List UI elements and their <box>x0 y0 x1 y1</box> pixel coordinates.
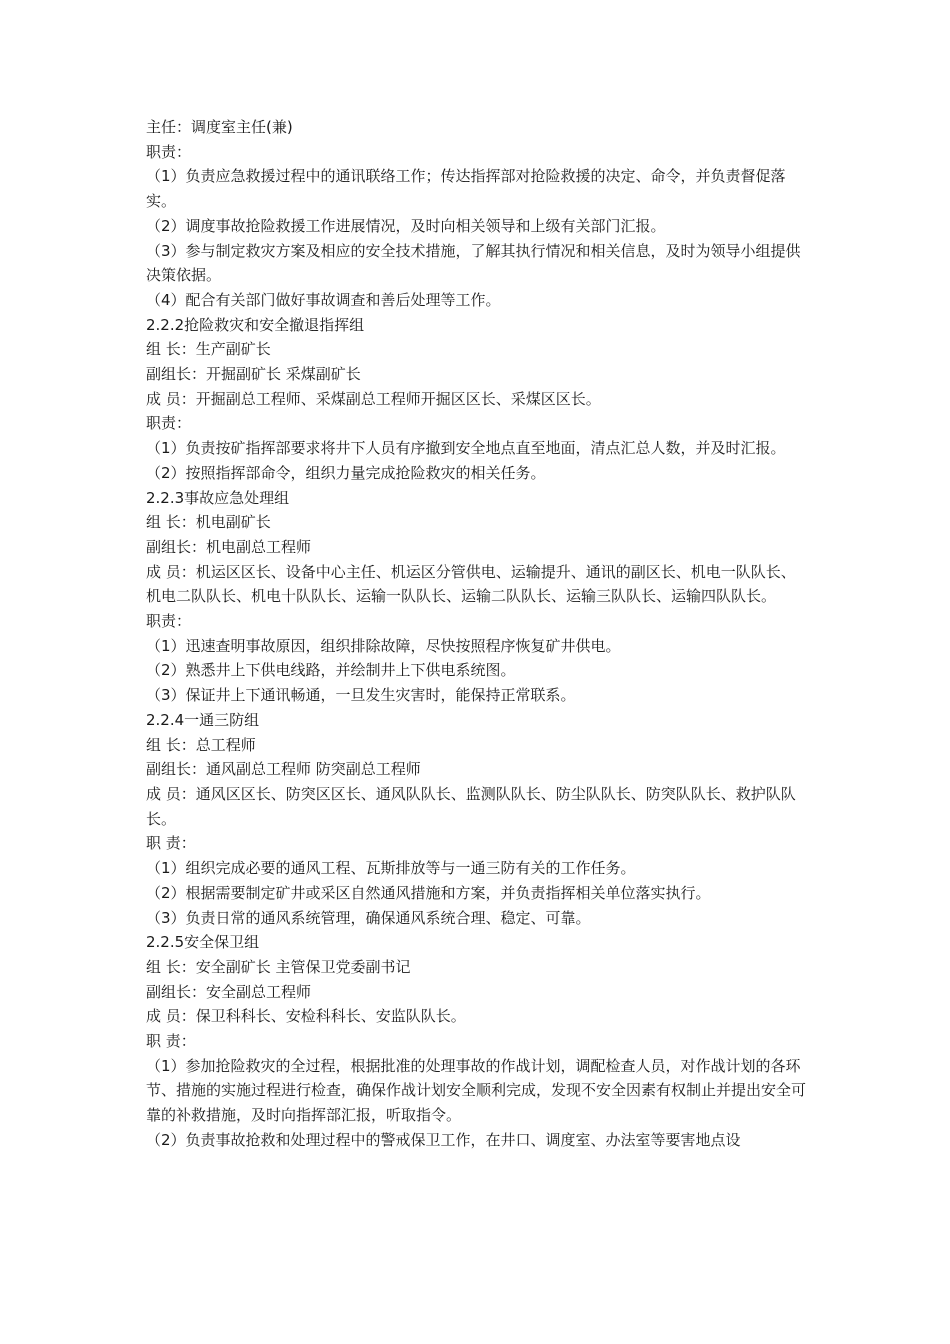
text-line: 主任：调度室主任(兼) <box>146 118 293 136</box>
text-line: 成 员：通风区区长、防突区区长、通风队队长、监测队队长、防尘队队长、防突队队长、救护队队长。 <box>146 784 796 828</box>
section-heading: 2.2.3事故应急处理组 <box>146 488 290 507</box>
text-line: 职 责： <box>146 834 196 853</box>
text-line: （2）负责事故抢救和处理过程中的警戒保卫工作，在井口、调度室、办法室等要害地点设 <box>146 1130 741 1149</box>
text-line: 职责： <box>146 414 192 433</box>
text-line: 副组长：开掘副矿长 采煤副矿长 <box>146 365 361 384</box>
section-heading: 2.2.5安全保卫组 <box>146 933 260 952</box>
text-line: （1）参加抢险救灾的全过程，根据批准的处理事故的作战计划，调配检查人员，对作战计划的各环节、措施的实施过程进行检查，确保作战计划安全顺利完成，发现不安全因素有权制止并提出安全可靠的补救措施，及时向指挥部汇报，听取指令。 <box>146 1056 807 1125</box>
text-line: （3）参与制定救灾方案及相应的安全技术措施，了解其执行情况和相关信息，及时为领导小组提供决策依据。 <box>146 241 801 285</box>
text-line: （1）负责按矿指挥部要求将井下人员有序撤到安全地点直至地面，清点汇总人数，并及时汇报。 <box>146 439 786 458</box>
text-line: 组 长：机电副矿长 <box>146 513 271 532</box>
text-line: （4）配合有关部门做好事故调查和善后处理等工作。 <box>146 290 501 309</box>
text-line: 组 长：总工程师 <box>146 735 256 754</box>
text-line: 职责： <box>146 612 192 631</box>
text-line: 副组长：安全副总工程师 <box>146 982 312 1001</box>
text-line: 成 员：开掘副总工程师、采煤副总工程师开掘区区长、采煤区区长。 <box>146 389 601 408</box>
text-line: 副组长：机电副总工程师 <box>146 537 312 556</box>
section-heading: 2.2.2抢险救灾和安全撤退指挥组 <box>146 315 365 334</box>
text-line: （2）按照指挥部命令，组织力量完成抢险救灾的相关任务。 <box>146 463 546 482</box>
section-heading: 2.2.4一通三防组 <box>146 710 260 729</box>
text-line: （1）负责应急救援过程中的通讯联络工作；传达指挥部对抢险救援的决定、命令，并负责督促落实。 <box>146 167 786 211</box>
text-line: （2）熟悉井上下供电线路，并绘制井上下供电系统图。 <box>146 661 516 680</box>
text-line: （3）保证井上下通讯畅通，一旦发生灾害时，能保持正常联系。 <box>146 686 576 705</box>
text-line: 职责： <box>146 142 192 161</box>
text-line: 成 员：机运区区长、设备中心主任、机运区分管供电、运输提升、通讯的副区长、机电一队队长、机电二队队长、机电十队队长、运输一队队长、运输二队队长、运输三队队长、运输四队队长。 <box>146 562 796 606</box>
text-line: （2）调度事故抢险救援工作进展情况，及时向相关领导和上级有关部门汇报。 <box>146 216 666 235</box>
text-line: 组 长：生产副矿长 <box>146 340 271 359</box>
text-line: （2）根据需要制定矿井或采区自然通风措施和方案，并负责指挥相关单位落实执行。 <box>146 883 711 902</box>
text-line: （1）组织完成必要的通风工程、瓦斯排放等与一通三防有关的工作任务。 <box>146 859 636 878</box>
text-line: 副组长：通风副总工程师 防突副总工程师 <box>146 760 421 779</box>
text-line: （1）迅速查明事故原因，组织排除故障，尽快按照程序恢复矿井供电。 <box>146 636 621 655</box>
text-line: 成 员：保卫科科长、安检科科长、安监队队长。 <box>146 1007 466 1026</box>
text-line: 组 长：安全副矿长 主管保卫党委副书记 <box>146 957 411 976</box>
text-line: （3）负责日常的通风系统管理，确保通风系统合理、稳定、可靠。 <box>146 908 591 927</box>
document-page <box>146 115 810 1153</box>
text-line: 职 责： <box>146 1032 196 1051</box>
